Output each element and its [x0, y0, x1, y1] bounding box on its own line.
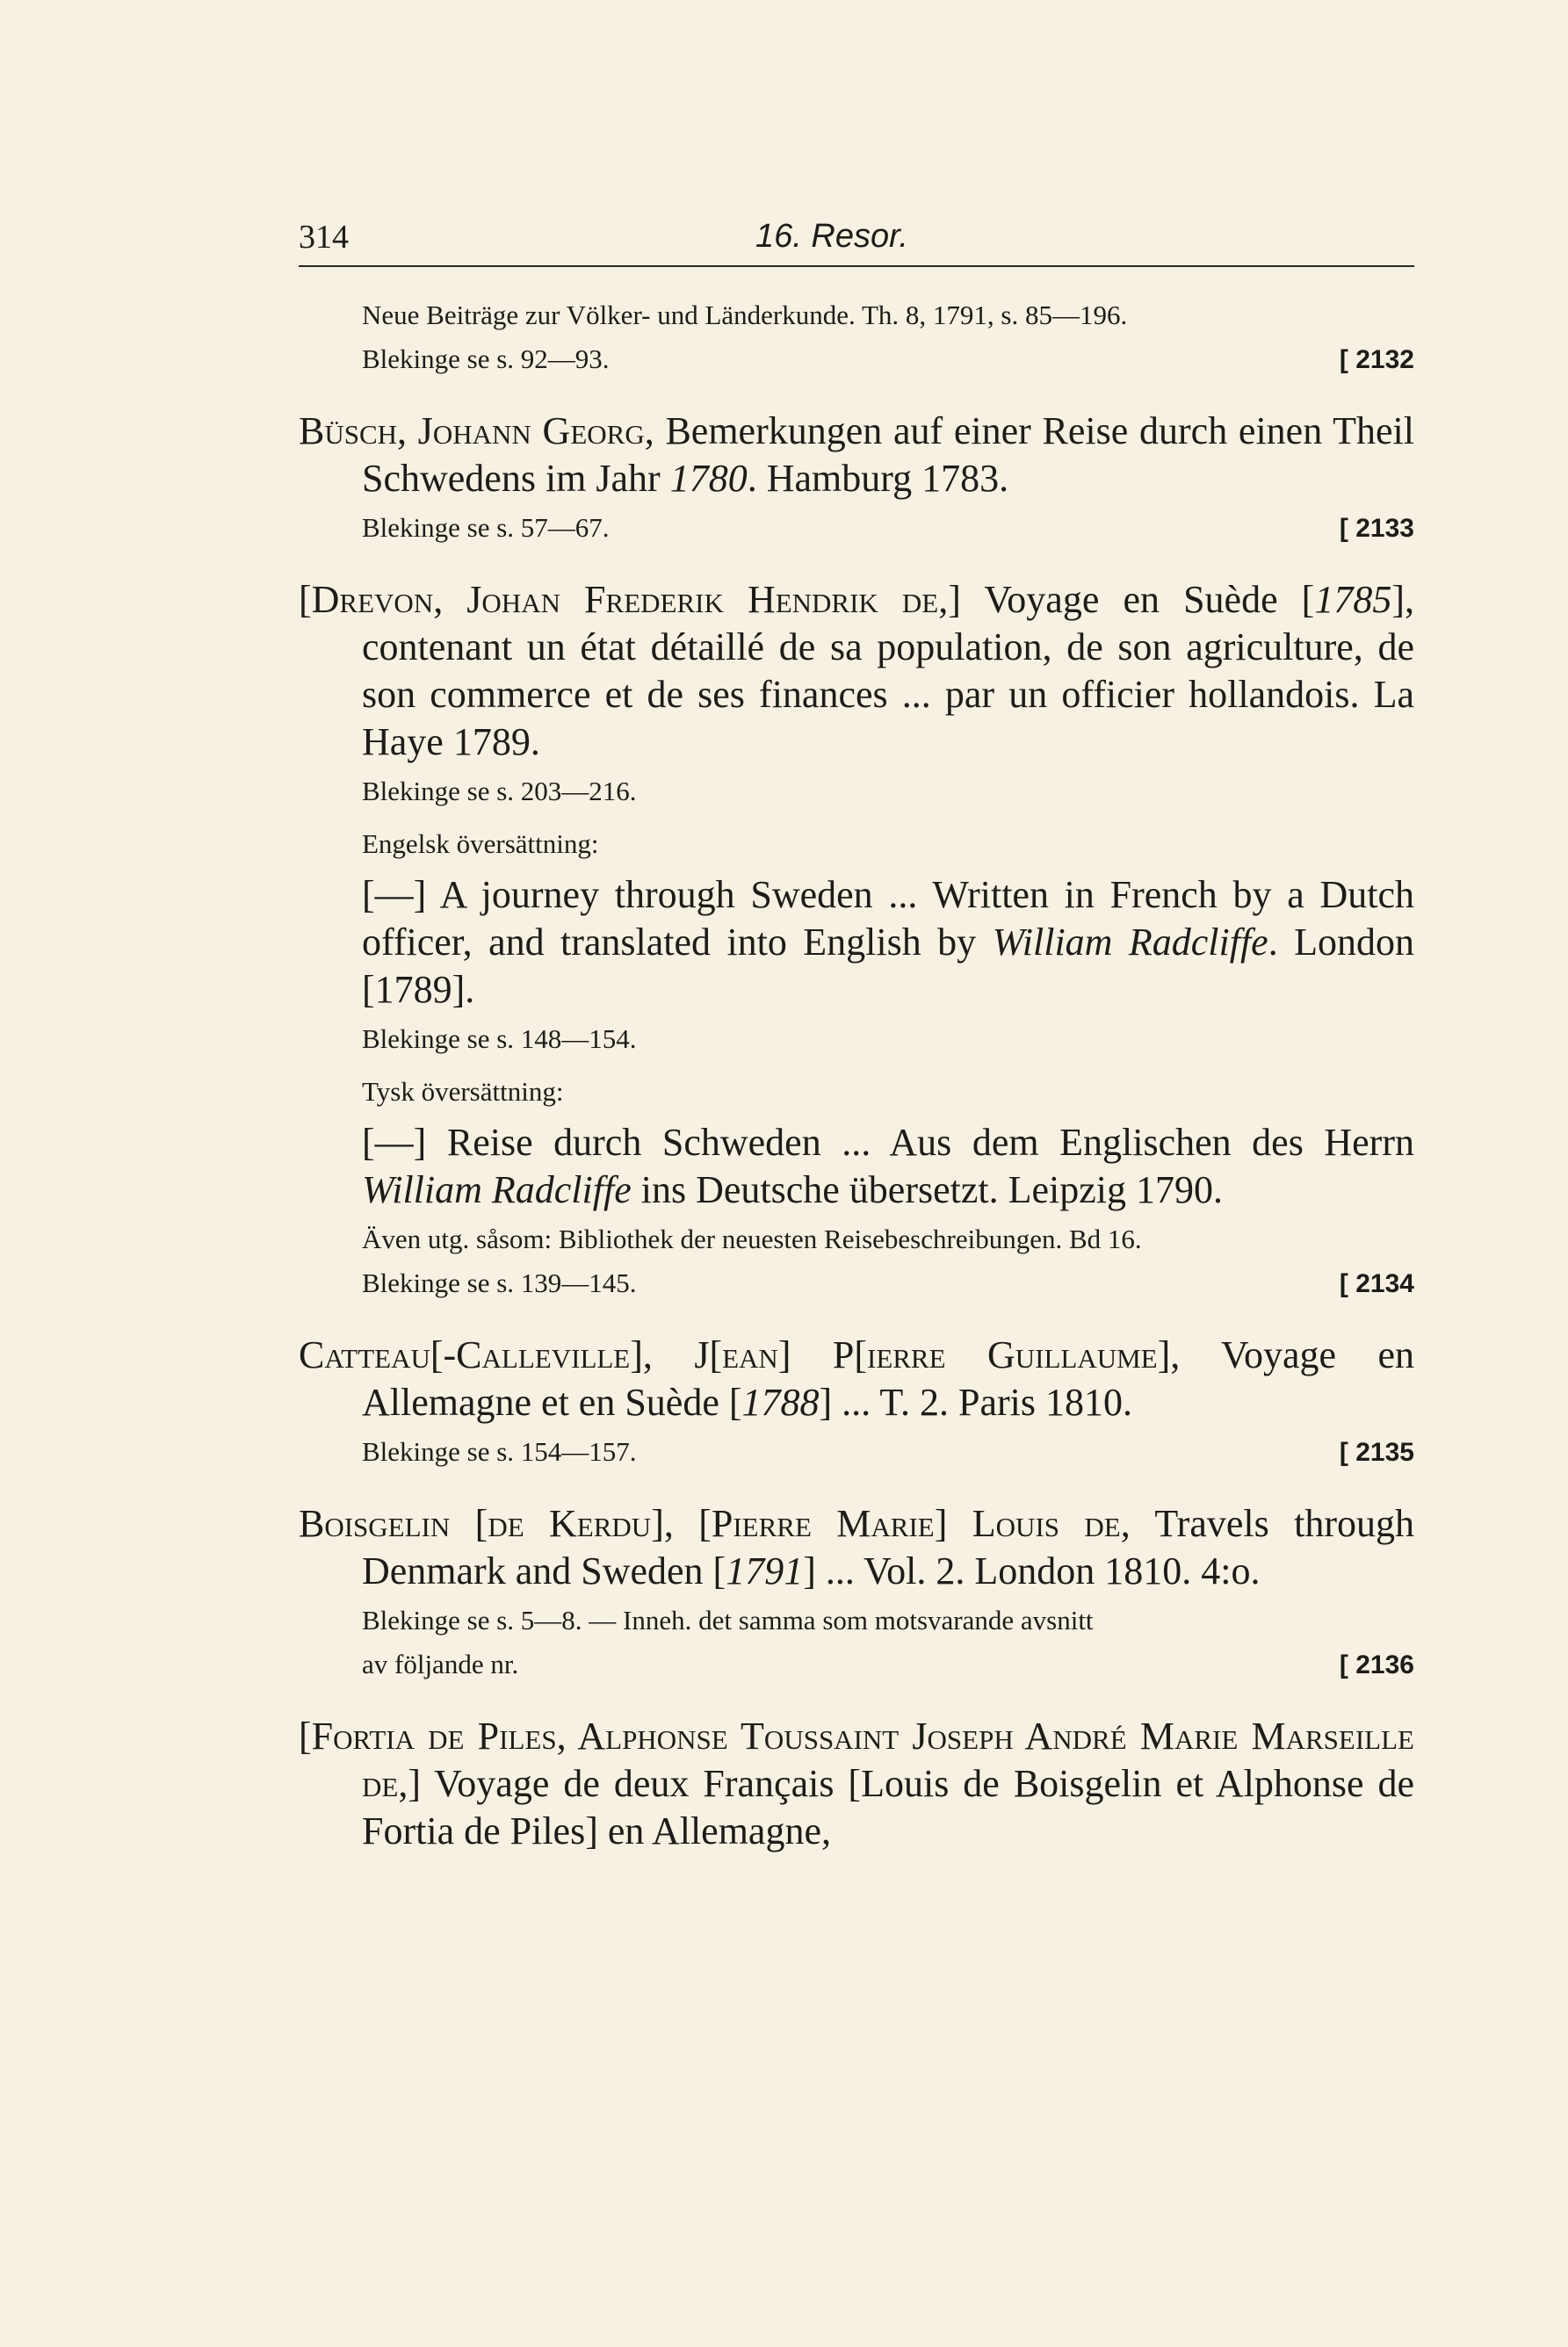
translation-imprint: . London [1789]. [362, 921, 1414, 1011]
entry-imprint: . Hamburg 1783. [747, 457, 1009, 500]
entry-note-row [299, 1639, 1414, 1683]
entry-author: [Fortia de Piles, Alphonse Toussaint Joseph André Marie Marseille de,] [299, 1715, 1414, 1805]
translation-title: [—] A journey through Sweden ... Written in French by a Dutch officer, and translated into English by [362, 873, 1414, 964]
entry-citation [299, 1500, 1414, 1595]
entry-2132 [299, 297, 1414, 378]
translation-label: Engelsk översättning: [362, 828, 599, 859]
entry-citation [299, 1332, 1414, 1426]
entry-note: Blekinge se s. 57—67. [362, 512, 610, 543]
entry-citation [299, 576, 1414, 766]
translation-citation [299, 1119, 1414, 1214]
entry-note: Blekinge se s. 154—157. [362, 1436, 637, 1467]
entry-author: Boisgelin [de Kerdu], [Pierre Marie] Louis de, [299, 1502, 1131, 1545]
entry-note: Neue Beiträge zur Völker- und Länderkunde. Th. 8, 1791, s. 85—196. [362, 300, 1128, 330]
entry-note-row [299, 502, 1414, 546]
entry-2135 [299, 1332, 1414, 1470]
entry-note: Även utg. såsom: Bibliothek der neuesten Reisebeschreibungen. Bd 16. [362, 1224, 1142, 1254]
entry-number: [ 2135 [1339, 1438, 1414, 1467]
running-head: 16. Resor. [755, 218, 908, 255]
entry-title: Voyage de deux Français [Louis de Boisgelin et Alphonse de Fortia de Piles] en Allemagne, [362, 1762, 1414, 1852]
entry-imprint: ] ... T. 2. Paris 1810. [819, 1381, 1132, 1424]
entry-note-row [299, 334, 1414, 378]
entry-imprint: ] ... Vol. 2. London 1810. 4:o. [803, 1549, 1261, 1592]
entry-year-italic: 1788 [741, 1381, 820, 1424]
entry-title: Bemerkungen auf einer Reise durch einen Theil Schwedens im Jahr [362, 409, 1414, 500]
entry-note: Blekinge se s. 5—8. — Inneh. det samma som motsvarande avsnitt [362, 1605, 1094, 1636]
entry-year-italic: 1780 [669, 457, 748, 500]
entry-note: Blekinge se s. 148—154. [362, 1023, 637, 1054]
entry-year-italic: 1785 [1314, 578, 1392, 621]
translation-label: Tysk översättning: [362, 1076, 564, 1107]
translation-title: [—] Reise durch Schweden ... Aus dem Englischen des Herrn [362, 1121, 1414, 1164]
entry-2134 [299, 576, 1414, 1302]
entry-number: [ 2136 [1339, 1650, 1414, 1679]
entry-title: Voyage en Allemagne et en Suède [ [362, 1333, 1414, 1424]
entry-note: Blekinge se s. 92—93. [362, 343, 610, 374]
entry-2137 [299, 1713, 1414, 1855]
entry-number: [ 2134 [1339, 1269, 1414, 1298]
page-body [299, 297, 1414, 1885]
entry-number: [ 2132 [1339, 345, 1414, 374]
entry-note-row [299, 1258, 1414, 1302]
entry-note-row [299, 1426, 1414, 1470]
entry-citation [299, 1713, 1414, 1855]
translation-imprint: ins Deutsche übersetzt. Leipzig 1790. [631, 1168, 1223, 1211]
entry-title-cont: ], contenant un état détaillé de sa population, de son agriculture, de son commerce et de ses finances ... par un officier hollandois. La Haye 1789. [362, 578, 1414, 763]
entry-author: Catteau[-Calleville], J[ean] P[ierre Guillaume], [299, 1333, 1181, 1376]
entry-note: Blekinge se s. 203—216. [362, 776, 637, 806]
entry-author: Büsch, Johann Georg, [299, 409, 654, 452]
entry-author: [Drevon, Johan Frederik Hendrik de,] [299, 578, 961, 621]
entry-note: av följande nr. [362, 1649, 519, 1679]
entry-2133 [299, 408, 1414, 546]
entry-year-italic: 1791 [726, 1549, 804, 1592]
entry-2136 [299, 1500, 1414, 1683]
translator-name: William Radcliffe [362, 1168, 632, 1211]
entry-title: Travels through Denmark and Sweden [ [362, 1502, 1414, 1592]
page-number: 314 [299, 219, 349, 256]
translator-name: William Radcliffe [992, 921, 1268, 964]
translation-citation [299, 871, 1414, 1014]
entry-note: Blekinge se s. 139—145. [362, 1267, 637, 1298]
entry-citation [299, 408, 1414, 502]
page-header [299, 211, 1414, 267]
entry-number: [ 2133 [1339, 514, 1414, 543]
entry-title: Voyage en Suède [ [960, 578, 1315, 621]
